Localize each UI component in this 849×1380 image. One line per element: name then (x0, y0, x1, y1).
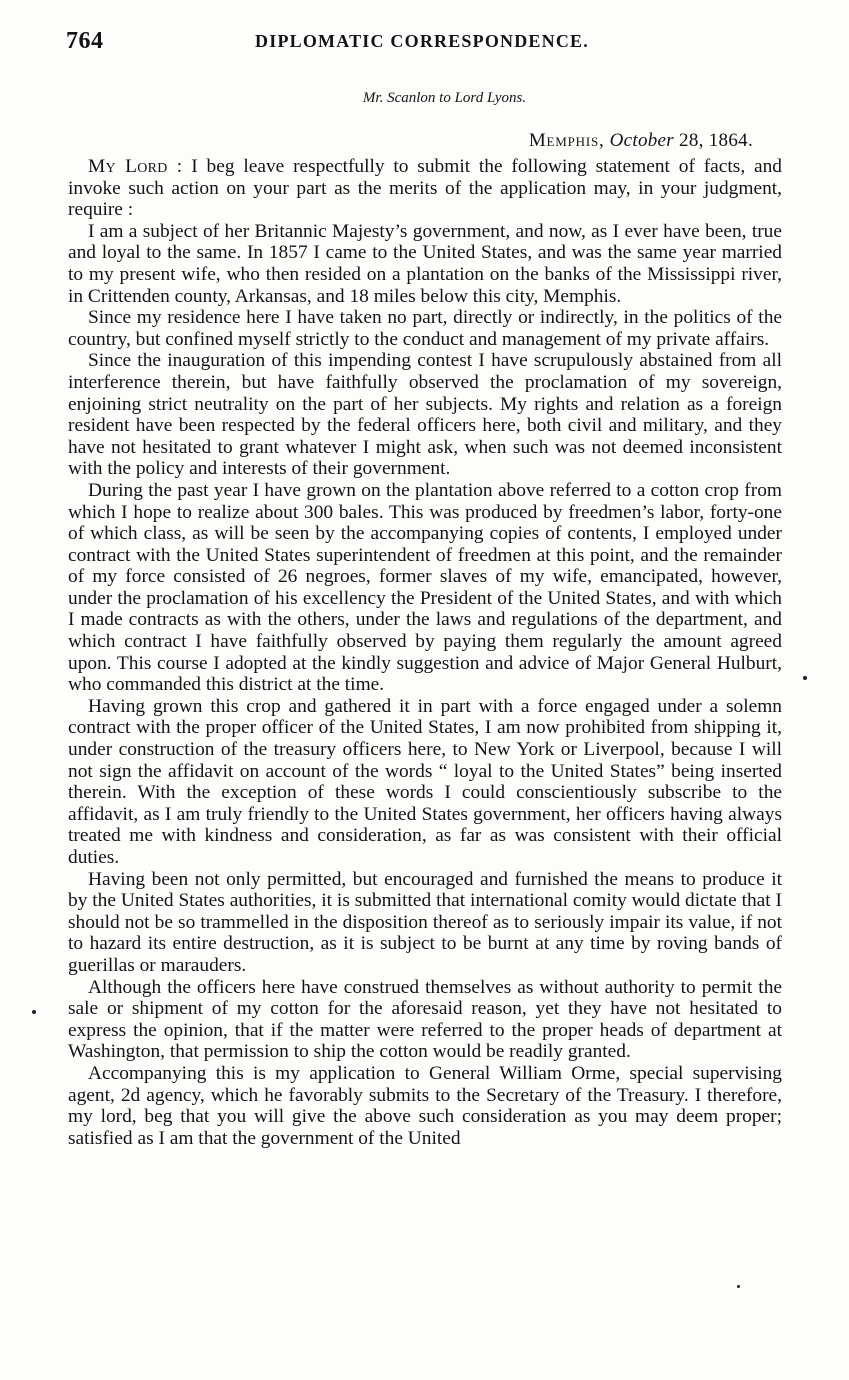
margin-dot-mark (803, 676, 807, 680)
letter-heading: Mr. Scanlon to Lord Lyons. (362, 90, 527, 106)
margin-dot-mark (32, 1010, 36, 1014)
dateline (529, 130, 753, 152)
page-number: 764 (66, 28, 104, 54)
paragraph: I am a subject of her Britannic Majesty’s government, and now, as I ever have been, true and loyal to the same. In 1857 I came to the United States, and was the same year married to my present wife, who then resided on a plantation on the banks of the Mississippi river, in Crittenden county, Arkansas, and 18 miles below this city, Memphis. (68, 220, 782, 307)
salutation: My Lord : (88, 156, 183, 177)
letter-body (68, 156, 782, 1149)
dateline-month: October (609, 130, 674, 151)
running-head: DIPLOMATIC CORRESPONDENCE. (255, 31, 589, 51)
paragraph: Having grown this crop and gathered it in part with a force engaged under a solemn contract with the proper officer of the United States, I am now prohibited from shipping it, under construction of the treasury officers here, to New York or Liverpool, because I will not sign the affidavit on account of the words “ loyal to the United States” being inserted therein. With the exception of these words I could conscientiously subscribe to the affidavit, as I am truly friendly to the United States government, her officers having always treated me with kindness and consideration, as far as was consistent with their official duties. (68, 695, 782, 868)
paragraph-text: I beg leave respectfully to submit the following statement of facts, and invoke such action on your part as the merits of the application may, in your judgment, require : (68, 156, 782, 221)
paragraph: Accompanying this is my application to General William Orme, special supervising agent, 2d agency, which he favorably submits to the Secretary of the Treasury. I therefore, my lord, beg that you will give the above such consideration as you may deem proper; satisfied as I am that the government of the United (68, 1062, 782, 1149)
paragraph (68, 156, 782, 221)
speck-mark (737, 1285, 740, 1288)
paragraph: Having been not only permitted, but encouraged and furnished the means to produce it by the United States authorities, it is submitted that international comity would dictate that I should not be so trammelled in the disposition thereof as to seriously impair its value, if not to hazard its entire destruction, as it is subject to be burnt at any time by roving bands of guerillas or marauders. (68, 868, 782, 976)
paragraph: During the past year I have grown on the plantation above referred to a cotton crop from which I hope to realize about 300 bales. This was produced by freedmen’s labor, forty-one of which class, as will be seen by the accompanying copies of contents, I employed under contract with the United States superintendent of freedmen at this point, and the remainder of my force consisted of 26 negroes, former slaves of my wife, emancipated, however, under the proclamation of his excellency the President of the United States, and with which I made contracts as with the others, under the laws and regulations of the department, and which contract I have faithfully observed by paying them regularly the amount agreed upon. This course I adopted at the kindly suggestion and advice of Major General Hulburt, who commanded this district at the time. (68, 479, 782, 696)
dateline-place: Memphis, (528, 130, 605, 151)
paragraph: Since the inauguration of this impending contest I have scrupulously abstained from all interference therein, but have faithfully observed the proclamation of my sovereign, enjoining strict neutrality on the part of her subjects. My rights and relation as a foreign resident have been respected by the federal officers here, both civil and military, and they have not hesitated to grant whatever I might ask, when such was not deemed inconsistent with the policy and interests of their government. (68, 350, 782, 480)
paragraph: Although the officers here have construed themselves as without authority to permit the sale or shipment of my cotton for the aforesaid reason, yet they have not hesitated to express the opinion, that if the matter were referred to the proper heads of department at Washington, that permission to ship the cotton would be readily granted. (68, 976, 782, 1063)
dateline-date: 28, 1864. (679, 130, 753, 151)
page-header (66, 28, 778, 58)
paragraph: Since my residence here I have taken no part, directly or indirectly, in the politics of the country, but confined myself strictly to the conduct and management of my private affairs. (68, 307, 782, 350)
